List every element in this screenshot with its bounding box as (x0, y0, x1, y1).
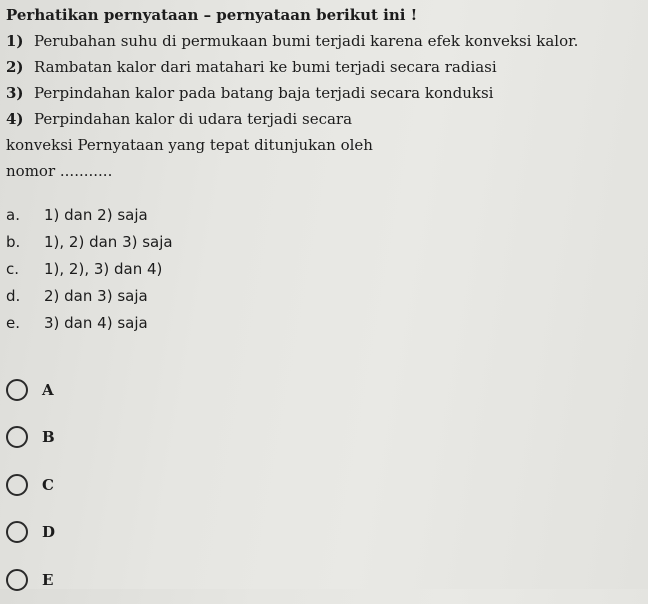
radio-button-d[interactable] (6, 521, 28, 543)
answer-option-d[interactable] (6, 509, 55, 557)
statement-number: 4) (6, 110, 24, 128)
choice-text: 1) dan 2) saja (44, 206, 148, 224)
radio-button-b[interactable] (6, 426, 28, 448)
choice-b (6, 229, 173, 256)
choice-text: 1), 2) dan 3) saja (44, 233, 173, 251)
answer-option-a[interactable] (6, 366, 55, 414)
radio-button-c[interactable] (6, 474, 28, 496)
question-intro: Perhatikan pernyataan – pernyataan berikut ini ! (6, 6, 418, 24)
choice-list (6, 202, 173, 337)
answer-label-c: C (42, 475, 54, 494)
choice-letter: b. (6, 233, 21, 251)
statement-2 (6, 54, 636, 80)
choice-text: 2) dan 3) saja (44, 287, 148, 305)
statement-text: Perpindahan kalor pada batang baja terjadi secara konduksi (34, 84, 494, 102)
choice-e (6, 310, 173, 337)
statement-3 (6, 80, 636, 106)
radio-button-a[interactable] (6, 379, 28, 401)
radio-button-e[interactable] (6, 569, 28, 591)
answer-label-d: D (42, 523, 56, 542)
answer-label-b: B (42, 428, 55, 447)
statement-number: 2) (6, 58, 24, 76)
choice-letter: c. (6, 260, 20, 278)
choice-letter: a. (6, 206, 20, 224)
choice-text: 1), 2), 3) dan 4) (44, 260, 163, 278)
choice-a (6, 202, 173, 229)
choice-c (6, 256, 173, 283)
answer-option-c[interactable] (6, 461, 55, 509)
statement-number: 1) (6, 32, 24, 50)
answer-label-a: A (42, 380, 54, 399)
statement-text: Rambatan kalor dari matahari ke bumi terjadi secara radiasi (34, 58, 497, 76)
choice-letter: d. (6, 287, 21, 305)
answer-options (6, 366, 55, 604)
question-continuation: konveksi Pernyataan yang tepat ditunjukan oleh (6, 136, 373, 154)
answer-label-e: E (42, 570, 54, 589)
statement-4 (6, 106, 636, 132)
choice-d (6, 283, 173, 310)
statement-text: Perubahan suhu di permukaan bumi terjadi karena efek konveksi kalor. (34, 32, 579, 50)
choice-text: 3) dan 4) saja (44, 314, 148, 332)
statement-text: Perpindahan kalor di udara terjadi secara (34, 110, 353, 128)
choice-letter: e. (6, 314, 20, 332)
question-block (6, 2, 636, 184)
answer-option-b[interactable] (6, 414, 55, 462)
statement-number: 3) (6, 84, 24, 102)
question-prompt-end: nomor ........... (6, 162, 113, 180)
answer-option-e[interactable] (6, 556, 55, 604)
statement-1 (6, 28, 636, 54)
